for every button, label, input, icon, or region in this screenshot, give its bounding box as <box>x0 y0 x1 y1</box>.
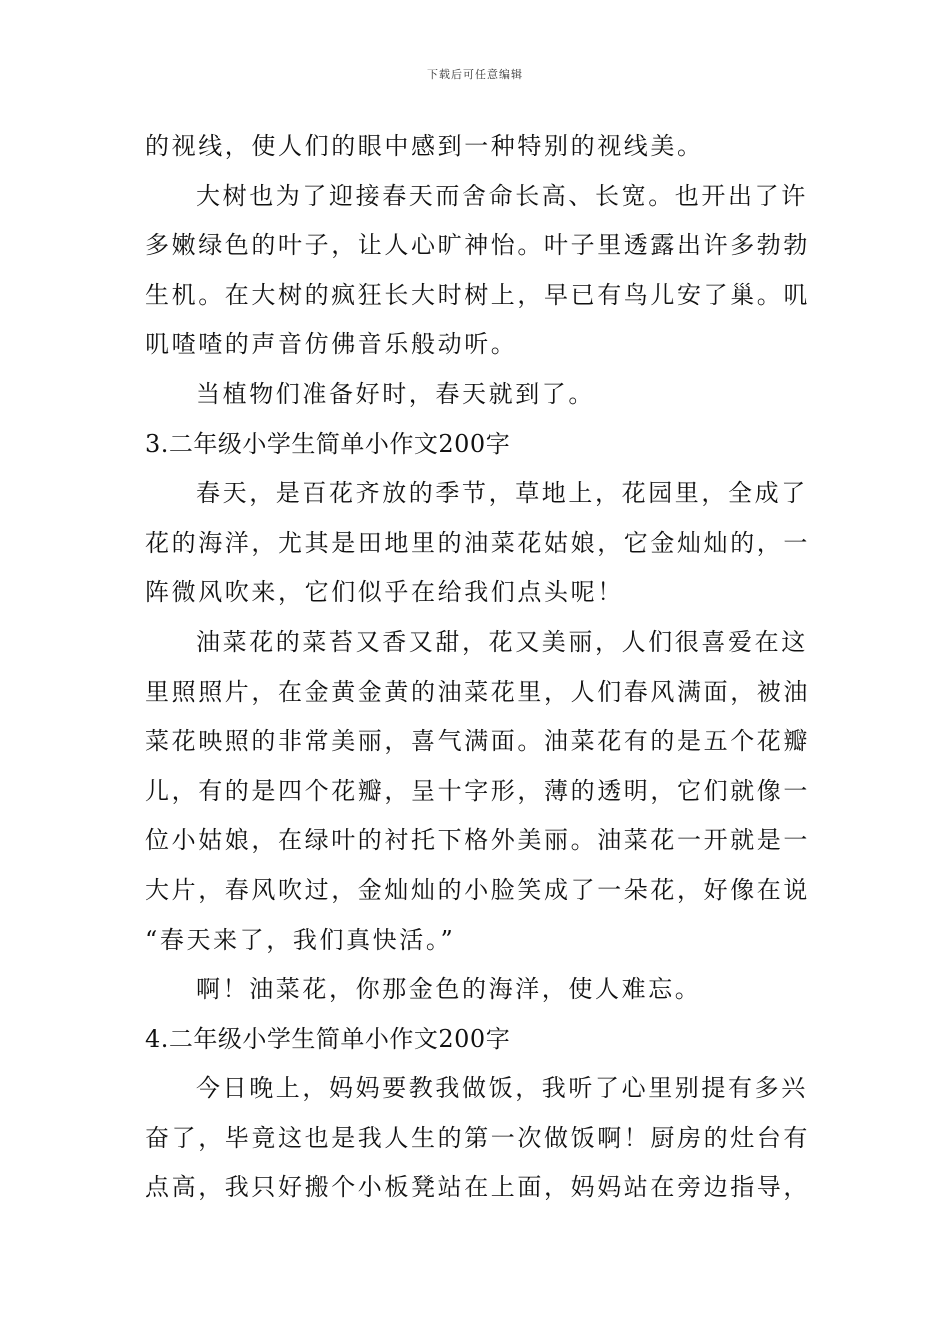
text-line: 啊！油菜花，你那金色的海洋，使人难忘。 <box>196 975 702 1004</box>
text-line: “春天来了，我们真快活。” <box>145 925 456 954</box>
text-line: 春天，是百花齐放的季节，草地上，花园里，全成了 <box>196 479 808 508</box>
text-line: 位小姑娘，在绿叶的衬托下格外美丽。油菜花一开就是一 <box>145 826 810 855</box>
text-line: 花的海洋，尤其是田地里的油菜花姑娘，它金灿灿的，一 <box>145 528 810 557</box>
text-line: 大树也为了迎接春天而舍命长高、长宽。也开出了许 <box>196 181 808 210</box>
text-line: 阵微风吹来，它们似乎在给我们点头呢！ <box>145 578 624 607</box>
text-line: 叽喳喳的声音仿佛音乐般动听。 <box>145 330 518 359</box>
text-line: 儿，有的是四个花瓣，呈十字形，薄的透明，它们就像一 <box>145 776 810 805</box>
text-line: 今日晚上，妈妈要教我做饭，我听了心里别提有多兴 <box>196 1074 808 1103</box>
text-line: 奋了，毕竟这也是我人生的第一次做饭啊！厨房的灶台有 <box>145 1123 810 1152</box>
page-header: 下载后可任意编辑 <box>427 68 523 81</box>
document-body <box>145 122 810 1213</box>
text-line: 大片，春风吹过，金灿灿的小脸笑成了一朵花，好像在说 <box>145 875 810 904</box>
text-line: 点高，我只好搬个小板凳站在上面，妈妈站在旁边指导， <box>145 1173 810 1202</box>
text-line: 生机。在大树的疯狂长大时树上，早已有鸟儿安了巢。叽 <box>145 280 810 309</box>
text-line: 多嫩绿色的叶子，让人心旷神怡。叶子里透露出许多勃勃 <box>145 231 810 260</box>
text-line: 里照照片，在金黄金黄的油菜花里，人们春风满面，被油 <box>145 677 810 706</box>
text-line: 当植物们准备好时，春天就到了。 <box>196 379 595 408</box>
text-line: 油菜花的菜苔又香又甜，花又美丽，人们很喜爱在这 <box>196 627 808 656</box>
text-line: 的视线，使人们的眼中感到一种特别的视线美。 <box>145 132 704 160</box>
section-heading: 3.二年级小学生简单小作文200字 <box>145 429 511 458</box>
section-heading: 4.二年级小学生简单小作文200字 <box>145 1024 511 1053</box>
text-line: 菜花映照的非常美丽，喜气满面。油菜花有的是五个花瓣 <box>145 727 810 756</box>
